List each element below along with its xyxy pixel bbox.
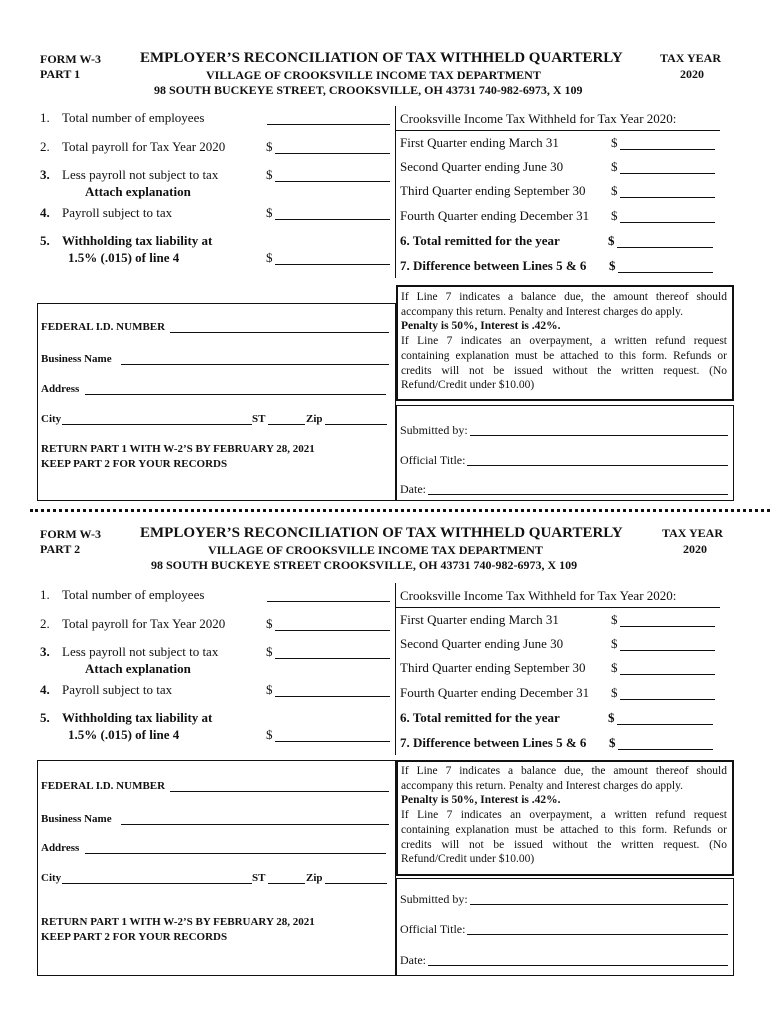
line-3-number: 3.: [40, 644, 50, 659]
fein-label: FEDERAL I.D. NUMBER: [41, 780, 166, 792]
withheld-header: Crooksville Income Tax Withheld for Tax Year 2020:: [400, 111, 677, 126]
official-title-field[interactable]: [467, 923, 728, 935]
penalty-note: Penalty is 50%, Interest is .42%.: [401, 320, 561, 333]
line-3-sublabel: Attach explanation: [85, 661, 191, 676]
line-2-number: 2.: [40, 616, 50, 631]
q1-dollar: $: [611, 612, 618, 627]
line-1-field[interactable]: [267, 590, 390, 602]
tax-year-value: 2020: [683, 542, 707, 556]
line-5-number: 5.: [40, 710, 50, 725]
line-2-dollar: $: [266, 139, 273, 154]
line-3-dollar: $: [266, 644, 273, 659]
submitted-by-label: Submitted by:: [400, 423, 468, 437]
line-6-dollar: $: [608, 233, 615, 248]
business-name-label: Business Name: [41, 353, 112, 365]
q2-label: Second Quarter ending June 30: [400, 636, 564, 651]
q1-label: First Quarter ending March 31: [400, 135, 559, 150]
column-divider: [395, 583, 396, 755]
line-5-sublabel: 1.5% (.015) of line 4: [68, 250, 180, 265]
department-address: 98 SOUTH BUCKEYE STREET, CROOKSVILLE, OH 43731 740-982-6973, X 109: [154, 83, 583, 97]
line-4-label: Payroll subject to tax: [62, 682, 173, 697]
form-title: EMPLOYER’S RECONCILIATION OF TAX WITHHELD QUARTERLY: [140, 525, 623, 541]
overpayment-note: If Line 7 indicates an overpayment, a written refund request containing explanation must be attached to this form. Refunds or credits will not be issued without the written request. (No Refund/Credit under $10.00): [401, 809, 727, 866]
official-title-label: Official Title:: [400, 453, 466, 467]
submitted-by-label: Submitted by:: [400, 892, 468, 906]
address-label: Address: [41, 842, 80, 854]
line-4-number: 4.: [40, 205, 50, 220]
line-7-field[interactable]: [618, 738, 713, 750]
line-4-field[interactable]: [275, 208, 390, 220]
state-label: ST: [252, 413, 266, 425]
balance-due-note: If Line 7 indicates a balance due, the amount thereof should accompany this return. Penalty and Interest charges do apply.: [401, 765, 727, 792]
state-label: ST: [252, 872, 266, 884]
line-3-number: 3.: [40, 167, 50, 182]
line-5-dollar: $: [266, 727, 273, 742]
q1-field[interactable]: [620, 615, 715, 627]
submitted-by-field[interactable]: [470, 893, 728, 905]
line-5-field[interactable]: [275, 253, 390, 265]
line-4-number: 4.: [40, 682, 50, 697]
part-label: PART 2: [40, 542, 81, 556]
line-1-label: Total number of employees: [62, 110, 205, 125]
tear-line: [30, 509, 770, 512]
department-name: VILLAGE OF CROOKSVILLE INCOME TAX DEPARTMENT: [206, 68, 541, 82]
date-label: Date:: [400, 482, 426, 496]
line-6-field[interactable]: [617, 713, 713, 725]
address-field[interactable]: [85, 842, 386, 854]
q2-dollar: $: [611, 636, 618, 651]
q4-label: Fourth Quarter ending December 31: [400, 685, 590, 700]
q1-dollar: $: [611, 135, 618, 150]
line-7-dollar: $: [609, 735, 616, 750]
line-3-label: Less payroll not subject to tax: [62, 167, 219, 182]
line-1-number: 1.: [40, 110, 50, 125]
business-name-label: Business Name: [41, 813, 112, 825]
q1-field[interactable]: [620, 138, 715, 150]
q4-dollar: $: [611, 685, 618, 700]
line-5-sublabel: 1.5% (.015) of line 4: [68, 727, 180, 742]
line-6-dollar: $: [608, 710, 615, 725]
fein-field[interactable]: [170, 780, 389, 792]
line-3-sublabel: Attach explanation: [85, 184, 191, 199]
q2-dollar: $: [611, 159, 618, 174]
line-7-label: 7. Difference between Lines 5 & 6: [400, 735, 587, 750]
line-2-number: 2.: [40, 139, 50, 154]
line-1-label: Total number of employees: [62, 587, 205, 602]
line-4-dollar: $: [266, 682, 273, 697]
fein-label: FEDERAL I.D. NUMBER: [41, 321, 166, 333]
withheld-header-rule: [395, 607, 720, 608]
line-7-field[interactable]: [618, 261, 713, 273]
line-6-label: 6. Total remitted for the year: [400, 233, 560, 248]
q3-field[interactable]: [620, 663, 715, 675]
return-instruction: RETURN PART 1 WITH W-2’S BY FEBRUARY 28, 2021: [41, 916, 315, 928]
employer-info-box: [37, 760, 396, 976]
q3-dollar: $: [611, 183, 618, 198]
keep-instruction: KEEP PART 2 FOR YOUR RECORDS: [41, 458, 228, 470]
q3-label: Third Quarter ending September 30: [400, 183, 586, 198]
business-name-field[interactable]: [121, 813, 389, 825]
state-field[interactable]: [268, 872, 305, 884]
part-label: PART 1: [40, 67, 81, 81]
form-title: EMPLOYER’S RECONCILIATION OF TAX WITHHELD QUARTERLY: [140, 50, 623, 66]
line-3-field[interactable]: [275, 647, 390, 659]
keep-instruction: KEEP PART 2 FOR YOUR RECORDS: [41, 931, 228, 943]
city-field[interactable]: [62, 413, 252, 425]
zip-field[interactable]: [325, 413, 387, 425]
balance-due-note: If Line 7 indicates a balance due, the amount thereof should accompany this return. Penalty and Interest charges do apply.: [401, 291, 727, 318]
line-7-dollar: $: [609, 258, 616, 273]
city-label: City: [41, 413, 62, 425]
submitted-by-field[interactable]: [470, 424, 728, 436]
line-5-field[interactable]: [275, 730, 390, 742]
line-4-dollar: $: [266, 205, 273, 220]
date-field[interactable]: [428, 483, 728, 495]
line-6-label: 6. Total remitted for the year: [400, 710, 560, 725]
address-field[interactable]: [85, 383, 386, 395]
line-3-label: Less payroll not subject to tax: [62, 644, 219, 659]
tax-year-value: 2020: [680, 67, 704, 81]
form-label: FORM W-3: [40, 52, 101, 66]
instructions-text: [401, 290, 727, 393]
department-name: VILLAGE OF CROOKSVILLE INCOME TAX DEPARTMENT: [208, 543, 543, 557]
form-label: FORM W-3: [40, 527, 101, 541]
department-address: 98 SOUTH BUCKEYE STREET CROOKSVILLE, OH 43731 740-982-6973, X 109: [151, 558, 578, 572]
q1-label: First Quarter ending March 31: [400, 612, 559, 627]
line-4-field[interactable]: [275, 685, 390, 697]
column-divider: [395, 106, 396, 278]
instructions-text: [401, 764, 727, 867]
line-3-field[interactable]: [275, 170, 390, 182]
withheld-header: Crooksville Income Tax Withheld for Tax Year 2020:: [400, 588, 677, 603]
line-1-field[interactable]: [267, 113, 390, 125]
line-5-number: 5.: [40, 233, 50, 248]
tax-year-label: TAX YEAR: [660, 51, 722, 65]
q4-field[interactable]: [620, 688, 715, 700]
line-7-label: 7. Difference between Lines 5 & 6: [400, 258, 587, 273]
line-2-label: Total payroll for Tax Year 2020: [62, 139, 226, 154]
overpayment-note: If Line 7 indicates an overpayment, a written refund request containing explanation must be attached to this form. Refunds or credits will not be issued without the written request. (No Refund/Credit under $10.00): [401, 335, 727, 392]
state-field[interactable]: [268, 413, 305, 425]
city-field[interactable]: [62, 872, 252, 884]
q4-field[interactable]: [620, 211, 715, 223]
fein-field[interactable]: [170, 321, 389, 333]
line-2-dollar: $: [266, 616, 273, 631]
q4-dollar: $: [611, 208, 618, 223]
date-label: Date:: [400, 953, 426, 967]
q3-dollar: $: [611, 660, 618, 675]
line-5-label: Withholding tax liability at: [62, 233, 213, 248]
penalty-note: Penalty is 50%, Interest is .42%.: [401, 794, 561, 807]
zip-label: Zip: [306, 413, 323, 425]
line-5-dollar: $: [266, 250, 273, 265]
city-label: City: [41, 872, 62, 884]
q3-field[interactable]: [620, 186, 715, 198]
q2-label: Second Quarter ending June 30: [400, 159, 564, 174]
withheld-header-rule: [395, 130, 720, 131]
tax-year-label: TAX YEAR: [662, 526, 724, 540]
zip-field[interactable]: [325, 872, 387, 884]
line-5-label: Withholding tax liability at: [62, 710, 213, 725]
q2-field[interactable]: [620, 162, 715, 174]
q2-field[interactable]: [620, 639, 715, 651]
official-title-label: Official Title:: [400, 922, 466, 936]
q3-label: Third Quarter ending September 30: [400, 660, 586, 675]
line-2-label: Total payroll for Tax Year 2020: [62, 616, 226, 631]
date-field[interactable]: [428, 954, 728, 966]
business-name-field[interactable]: [121, 353, 389, 365]
q4-label: Fourth Quarter ending December 31: [400, 208, 590, 223]
line-2-field[interactable]: [275, 142, 390, 154]
address-label: Address: [41, 383, 80, 395]
line-3-dollar: $: [266, 167, 273, 182]
line-4-label: Payroll subject to tax: [62, 205, 173, 220]
return-instruction: RETURN PART 1 WITH W-2’S BY FEBRUARY 28, 2021: [41, 443, 315, 455]
line-1-number: 1.: [40, 587, 50, 602]
official-title-field[interactable]: [467, 454, 728, 466]
zip-label: Zip: [306, 872, 323, 884]
line-2-field[interactable]: [275, 619, 390, 631]
line-6-field[interactable]: [617, 236, 713, 248]
